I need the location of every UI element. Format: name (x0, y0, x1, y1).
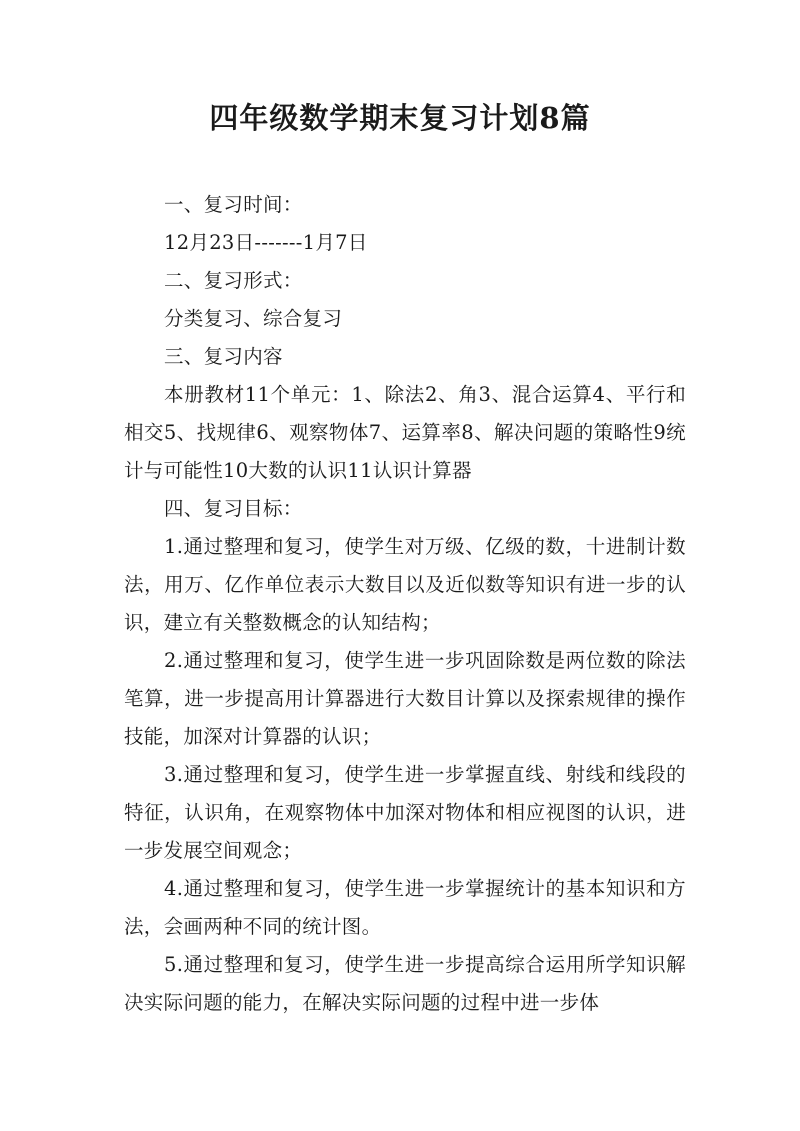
review-form-text: 分类复习、综合复习 (164, 307, 343, 330)
goal-item-5: 5.通过整理和复习，使学生进一步提高综合运用所学知识解决实际问题的能力，在解决实际问题的过程中进一步体 (124, 953, 686, 1014)
document-body (124, 186, 686, 1022)
section-heading-review-goals: 四、复习目标： (164, 497, 303, 520)
section-heading-review-content: 三、复习内容 (164, 345, 283, 368)
review-content-units: 本册教材11个单元：1、除法2、角3、混合运算4、平行和相交5、找规律6、观察物体7、运算率8、解决问题的策略性9统计与可能性10大数的认识11认识计算器 (124, 383, 686, 482)
goal-item-1: 1.通过整理和复习，使学生对万级、亿级的数，十进制计数法，用万、亿作单位表示大数目以及近似数等知识有进一步的认识，建立有关整数概念的认知结构； (124, 535, 686, 634)
goal-item-2: 2.通过整理和复习，使学生进一步巩固除数是两位数的除法笔算，进一步提高用计算器进行大数目计算以及探索规律的操作技能，加深对计算器的认识； (124, 649, 686, 748)
document-title: 四年级数学期末复习计划8篇 (209, 101, 591, 135)
review-date-range: 12月23日-------1月7日 (164, 231, 368, 254)
goal-item-3: 3.通过整理和复习，使学生进一步掌握直线、射线和线段的特征，认识角，在观察物体中加深对物体和相应视图的认识，进一步发展空间观念； (124, 763, 686, 862)
section-heading-review-form: 二、复习形式： (164, 269, 303, 292)
goal-item-4: 4.通过整理和复习，使学生进一步掌握统计的基本知识和方法，会画两种不同的统计图。 (124, 877, 686, 938)
section-heading-review-time: 一、复习时间： (164, 193, 303, 216)
